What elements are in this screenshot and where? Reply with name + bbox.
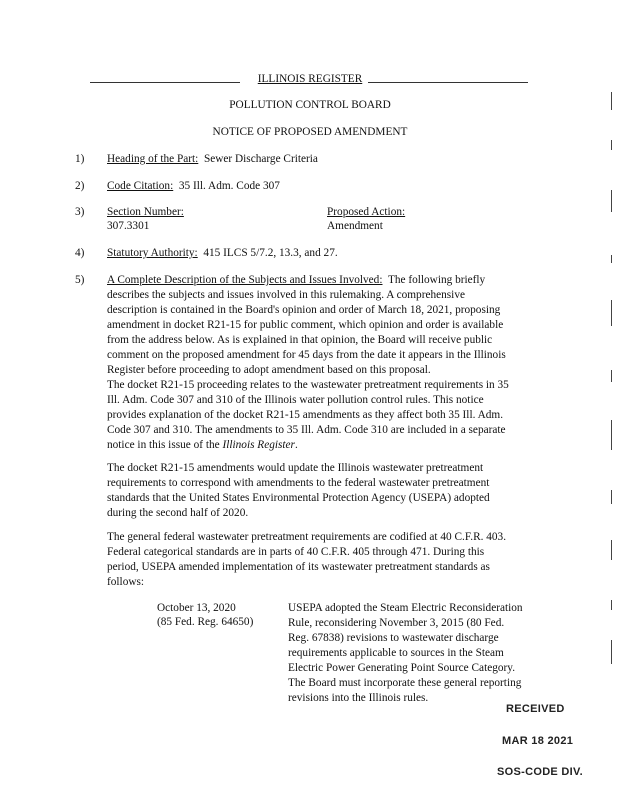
item-5-label: A Complete Description of the Subjects and Issues Involved: (107, 274, 383, 286)
entry-line: Electric Power Generating Point Source Category. (288, 662, 516, 674)
entry-citation: (85 Fed. Reg. 64650) (157, 616, 254, 628)
paragraph-line (107, 438, 547, 453)
scan-edge-mark (611, 255, 612, 263)
item-5-number: 5) (75, 274, 85, 286)
paragraph-2 (107, 378, 547, 453)
scan-edge-mark (611, 300, 612, 326)
scan-edge-mark (611, 190, 612, 212)
entry-line: Reg. 67838) revisions to wastewater discharge (288, 632, 499, 644)
entry-line: Rule, reconsidering November 3, 2015 (80 Fed. (288, 617, 505, 629)
paragraph-line: Register before proceeding to adopt amendment based on this proposal. (107, 364, 431, 376)
item-4-label: Statutory Authority: (107, 247, 198, 259)
scan-edge-mark (611, 92, 612, 110)
section-number-value: 307.3301 (107, 220, 150, 232)
item-1-number: 1) (75, 153, 85, 165)
item-2-number: 2) (75, 180, 85, 192)
register-title: ILLINOIS REGISTER (257, 73, 363, 85)
paragraph-line-0: The following briefly (387, 274, 486, 286)
item-2-value: 35 Ill. Adm. Code 307 (178, 180, 280, 192)
entry-date: October 13, 2020 (157, 602, 236, 614)
paragraph-line: Ill. Adm. Code 307 and 310 of the Illinois water pollution control rules. This notice (107, 394, 484, 406)
paragraph-line: requirements to correspond with amendments to the federal wastewater pretreatment (107, 477, 490, 489)
paragraph-line: The docket R21-15 proceeding relates to the wastewater pretreatment requirements in 35 (107, 379, 509, 391)
item-1 (107, 152, 547, 167)
item-1-value: Sewer Discharge Criteria (203, 153, 318, 165)
scan-edge-mark (611, 420, 612, 450)
item-5-paragraph (107, 273, 547, 378)
paragraph-line: description is contained in the Board's opinion and order of March 18, 2021, proposing (107, 304, 501, 316)
paragraph-line: Code 307 and 310. The amendments to 35 Ill. Adm. Code 310 are included in a separate (107, 424, 506, 436)
proposed-action-label: Proposed Action: (327, 206, 406, 218)
entry-line: revisions into the Illinois rules. (288, 692, 429, 704)
entry-line: The Board must incorporate these general reporting (288, 677, 522, 689)
paragraph-line: comment on the proposed amendment for 45 days from the date it appears in the Illinois (107, 349, 506, 361)
board-title: POLLUTION CONTROL BOARD (229, 99, 391, 111)
item-4 (107, 246, 547, 261)
scan-edge-mark (611, 490, 612, 504)
paragraph-line (107, 273, 547, 288)
received-date-stamp: MAR 18 2021 (502, 735, 574, 747)
proposed-action-value: Amendment (327, 220, 383, 232)
scan-edge-mark (611, 370, 612, 382)
scan-edge-mark (611, 540, 612, 560)
paragraph-line-end: . (294, 439, 298, 451)
entry-line: USEPA adopted the Steam Electric Reconsideration (288, 602, 523, 614)
scan-edge-mark (611, 600, 612, 610)
paragraph-line: The docket R21-15 amendments would update the Illinois wastewater pretreatment (107, 462, 484, 474)
paragraph-4 (107, 530, 547, 590)
section-number-label: Section Number: (107, 206, 184, 218)
scan-edge-mark (611, 640, 612, 664)
paragraph-line: standards that the United States Environmental Protection Agency (USEPA) adopted (107, 492, 490, 504)
paragraph-line: follows: (107, 576, 145, 588)
paragraph-line: provides explanation of the docket R21-15 amendments as they affect both 35 Ill. Adm. (107, 409, 504, 421)
division-stamp: SOS-CODE DIV. (497, 766, 584, 778)
received-stamp: RECEIVED (506, 703, 565, 715)
item-3-number: 3) (75, 206, 85, 218)
entry-line: requirements applicable to sources in the Steam (288, 647, 504, 659)
paragraph-line: period, USEPA amended implementation of its wastewater pretreatment standards as (107, 561, 490, 573)
item-4-number: 4) (75, 247, 85, 259)
paragraph-line: describes the subjects and issues involved in this rulemaking. A comprehensive (107, 289, 465, 301)
item-2-label: Code Citation: (107, 180, 174, 192)
item-4-value: 415 ILCS 5/7.2, 13.3, and 27. (203, 247, 338, 259)
paragraph-line: amendment in docket R21-15 for public comment, which opinion and order is available (107, 319, 504, 331)
entry-description (288, 601, 558, 706)
paragraph-line: The general federal wastewater pretreatment requirements are codified at 40 C.F.R. 403. (107, 531, 507, 543)
item-2 (107, 179, 547, 194)
notice-title: NOTICE OF PROPOSED AMENDMENT (212, 126, 408, 138)
paragraph-line: Federal categorical standards are in parts of 40 C.F.R. 405 through 471. During this (107, 546, 485, 558)
paragraph-3 (107, 461, 547, 521)
scan-edge-mark (611, 140, 612, 150)
item-1-label: Heading of the Part: (107, 153, 199, 165)
paragraph-line-text: notice in this issue of the (107, 439, 223, 451)
illinois-register-italic: Illinois Register (222, 439, 295, 451)
paragraph-line: during the second half of 2020. (107, 507, 249, 519)
paragraph-line: from the address below. As is explained in that opinion, the Board will receive public (107, 334, 493, 346)
